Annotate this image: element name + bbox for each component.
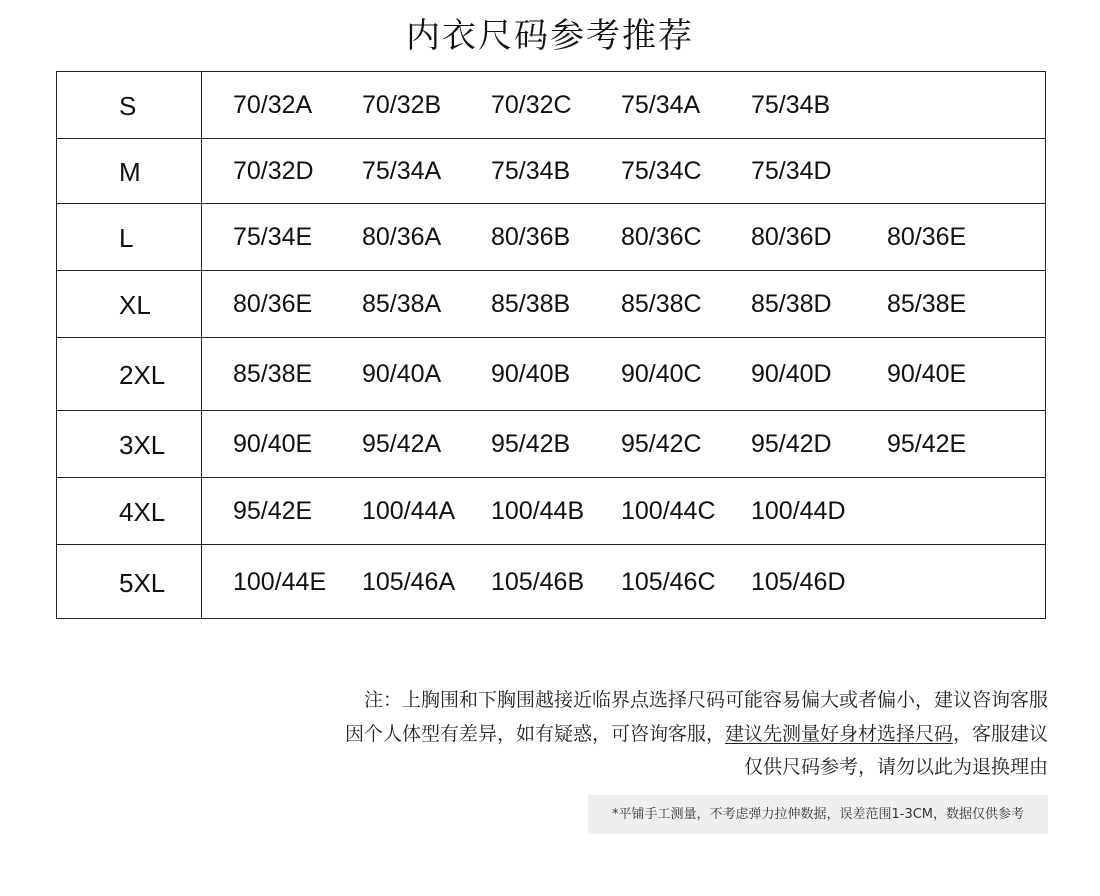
bra-size-cell: 75/34A <box>362 156 442 185</box>
note-line-2-underlined: 建议先测量好身材选择尺码 <box>724 723 953 745</box>
bra-size-cell: 105/46D <box>751 568 846 596</box>
bra-size-cell: 90/40A <box>362 359 442 388</box>
bra-size-cell: 85/38E <box>887 289 967 318</box>
bra-size-cell: 95/42C <box>621 429 702 458</box>
measurement-footnote: *平铺手工测量，不考虑弹力拉伸数据，误差范围1-3CM，数据仅供参考 <box>588 795 1048 834</box>
bra-size-cell: 90/40D <box>751 359 832 388</box>
note-line-1: 注：上胸围和下胸围越接近临界点选择尺码可能容易偏大或者偏小，建议咨询客服 <box>363 689 1048 711</box>
bra-size-cell: 105/46A <box>362 568 456 596</box>
table-row <box>57 270 1045 337</box>
table-row <box>57 544 1045 620</box>
bra-size-cell: 95/42D <box>751 429 832 458</box>
table-row <box>57 410 1045 477</box>
table-row <box>57 203 1045 270</box>
bra-size-cell: 70/32C <box>491 91 572 119</box>
bra-size-cell: 75/34A <box>621 91 701 119</box>
bra-size-cell: 75/34D <box>751 156 832 185</box>
size-label: XL <box>119 289 151 320</box>
bra-size-cell: 95/42A <box>362 429 442 458</box>
bra-size-cell: 105/46B <box>491 568 585 596</box>
bra-size-cell: 85/38B <box>491 289 571 318</box>
bra-size-cell: 70/32D <box>233 156 314 185</box>
note-line-2-prefix: 因个人体型有差异，如有疑惑，可咨询客服， <box>344 723 725 745</box>
bra-size-cell: 70/32B <box>362 91 442 119</box>
table-row <box>57 477 1045 544</box>
size-table <box>56 71 1046 619</box>
size-label: S <box>119 91 137 121</box>
bra-size-cell: 100/44B <box>491 496 585 525</box>
note-line-2-suffix: ，客服建议 <box>952 723 1048 745</box>
bra-size-cell: 95/42E <box>887 429 967 458</box>
bra-size-cell: 85/38D <box>751 289 832 318</box>
bra-size-cell: 95/42B <box>491 429 571 458</box>
size-label: 3XL <box>119 429 166 460</box>
bra-size-cell: 85/38A <box>362 289 442 318</box>
bra-size-cell: 80/36A <box>362 222 442 251</box>
bra-size-cell: 100/44D <box>751 496 846 525</box>
table-row <box>57 72 1045 138</box>
bra-size-cell: 100/44A <box>362 496 456 525</box>
bra-size-cell: 70/32A <box>233 91 313 119</box>
bra-size-cell: 90/40B <box>491 359 571 388</box>
size-label: M <box>119 156 141 187</box>
size-label: 2XL <box>119 359 166 390</box>
page-title: 内衣尺码参考推荐 <box>406 16 694 56</box>
bra-size-cell: 80/36E <box>887 222 967 251</box>
bra-size-cell: 100/44E <box>233 568 327 596</box>
bra-size-cell: 85/38C <box>621 289 702 318</box>
size-label: L <box>119 222 134 253</box>
bra-size-cell: 80/36B <box>491 222 571 251</box>
bra-size-cell: 95/42E <box>233 496 313 525</box>
bra-size-cell: 75/34B <box>751 91 831 119</box>
bra-size-cell: 100/44C <box>621 496 716 525</box>
bra-size-cell: 105/46C <box>621 568 716 596</box>
bra-size-cell: 80/36E <box>233 289 313 318</box>
size-label: 5XL <box>119 568 166 598</box>
bra-size-cell: 80/36D <box>751 222 832 251</box>
bra-size-cell: 90/40E <box>233 429 313 458</box>
bra-size-cell: 75/34B <box>491 156 571 185</box>
note-line-3: 仅供尺码参考，请勿以此为退换理由 <box>743 756 1048 778</box>
table-row <box>57 138 1045 203</box>
size-label: 4XL <box>119 496 166 527</box>
bra-size-cell: 80/36C <box>621 222 702 251</box>
bra-size-cell: 75/34C <box>621 156 702 185</box>
bra-size-cell: 85/38E <box>233 359 313 388</box>
note-line-2 <box>345 719 1048 746</box>
bra-size-cell: 75/34E <box>233 222 313 251</box>
bra-size-cell: 90/40E <box>887 359 967 388</box>
bra-size-cell: 90/40C <box>621 359 702 388</box>
table-row <box>57 337 1045 410</box>
